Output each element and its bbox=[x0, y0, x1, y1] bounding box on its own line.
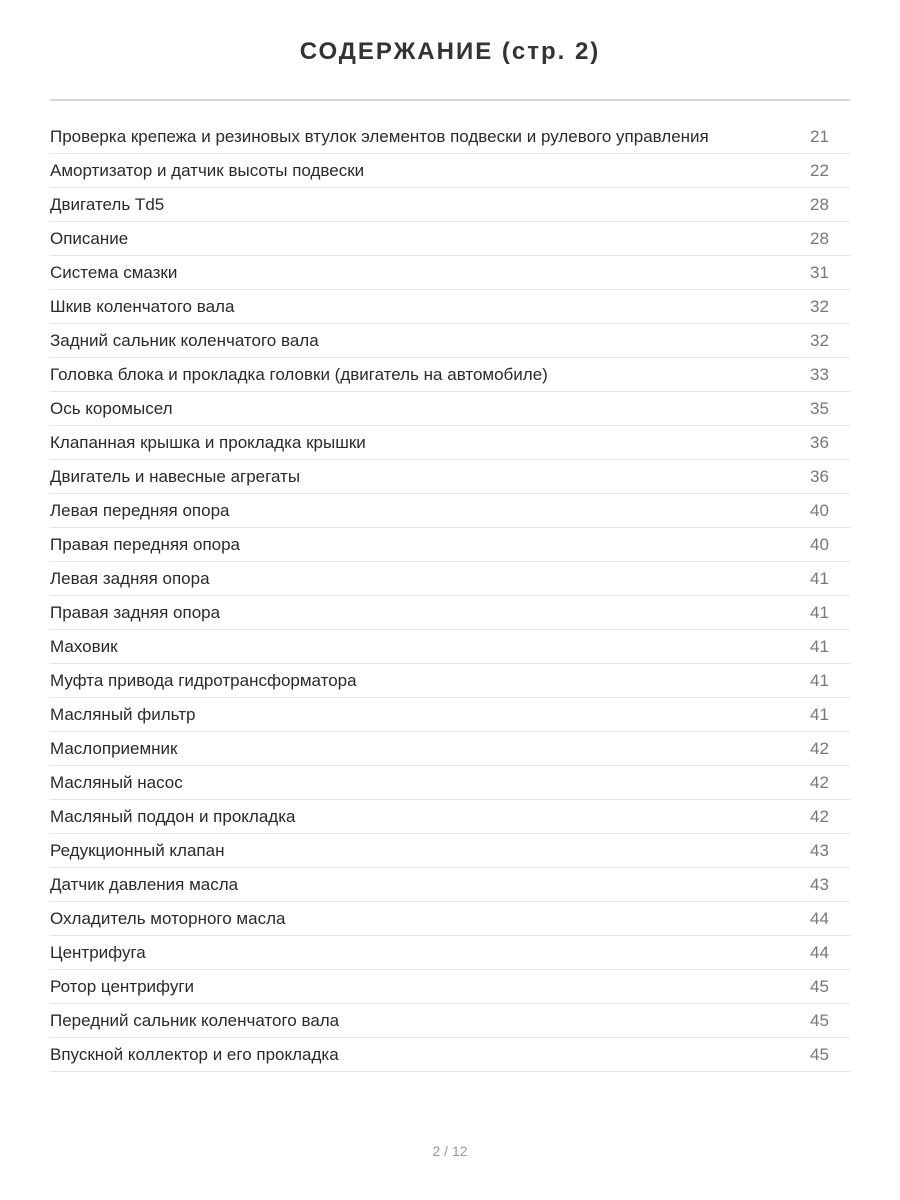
toc-entry-page: 41 bbox=[810, 704, 829, 724]
toc-entry[interactable] bbox=[50, 732, 850, 766]
toc-entry-title: Клапанная крышка и прокладка крышки bbox=[50, 432, 366, 452]
toc-entry[interactable] bbox=[50, 562, 850, 596]
toc-entry-page: 44 bbox=[810, 942, 829, 962]
toc-entry-title: Ротор центрифуги bbox=[50, 976, 195, 996]
toc-entry[interactable] bbox=[50, 834, 850, 868]
toc-entry-title: Датчик давления масла bbox=[50, 874, 239, 894]
toc-entry-page: 40 bbox=[810, 500, 829, 520]
toc-entry[interactable] bbox=[50, 528, 850, 562]
toc-entry[interactable] bbox=[50, 494, 850, 528]
toc-entry[interactable] bbox=[50, 868, 850, 902]
toc-entry-title: Правая задняя опора bbox=[50, 602, 221, 622]
toc-entry-title: Впускной коллектор и его прокладка bbox=[50, 1044, 339, 1064]
toc-entry-title: Левая передняя опора bbox=[50, 500, 230, 520]
toc-entry-title: Левая задняя опора bbox=[50, 568, 210, 588]
toc-entry-title: Охладитель моторного масла bbox=[50, 908, 286, 928]
toc-entry-title: Правая передняя опора bbox=[50, 534, 241, 554]
toc-entry[interactable] bbox=[50, 664, 850, 698]
toc-entry[interactable] bbox=[50, 358, 850, 392]
toc-entry[interactable] bbox=[50, 392, 850, 426]
title-divider bbox=[50, 99, 850, 101]
toc-entry-page: 22 bbox=[810, 160, 829, 180]
toc-entry[interactable] bbox=[50, 936, 850, 970]
toc-entry-page: 32 bbox=[810, 296, 829, 316]
toc-entry-title: Задний сальник коленчатого вала bbox=[50, 330, 319, 350]
toc-entry-title: Редукционный клапан bbox=[50, 840, 225, 860]
toc-entry-title: Головка блока и прокладка головки (двигатель на автомобиле) bbox=[50, 364, 548, 384]
toc-entry-title: Проверка крепежа и резиновых втулок элементов подвески и рулевого управления bbox=[50, 126, 709, 146]
toc-entry[interactable] bbox=[50, 766, 850, 800]
toc-entry-page: 41 bbox=[810, 568, 829, 588]
toc-entry-page: 28 bbox=[810, 228, 829, 248]
toc-entry[interactable] bbox=[50, 290, 850, 324]
toc-entry[interactable] bbox=[50, 1038, 850, 1072]
toc-entry-title: Ось коромысел bbox=[50, 398, 173, 418]
page-title: СОДЕРЖАНИЕ (стр. 2) bbox=[299, 38, 601, 65]
toc-entry[interactable] bbox=[50, 426, 850, 460]
toc-entry[interactable] bbox=[50, 970, 850, 1004]
toc-entry-page: 45 bbox=[810, 1010, 829, 1030]
toc-entry-title: Масляный насос bbox=[50, 772, 183, 792]
toc-entry-page: 42 bbox=[810, 738, 829, 758]
toc-entry-title: Двигатель и навесные агрегаты bbox=[50, 466, 301, 486]
toc-entry-page: 43 bbox=[810, 874, 829, 894]
toc-entry-title: Маслоприемник bbox=[50, 738, 178, 758]
toc-entry-title: Амортизатор и датчик высоты подвески bbox=[50, 160, 365, 180]
toc-entry[interactable] bbox=[50, 630, 850, 664]
toc-entry-page: 36 bbox=[810, 466, 829, 486]
toc-entry-page: 35 bbox=[810, 398, 829, 418]
toc-entry-page: 42 bbox=[810, 772, 829, 792]
toc-entry-title: Шкив коленчатого вала bbox=[50, 296, 235, 316]
toc-entry-page: 44 bbox=[810, 908, 829, 928]
toc-entry-page: 43 bbox=[810, 840, 829, 860]
toc-entry-page: 41 bbox=[810, 602, 829, 622]
toc-entry-page: 36 bbox=[810, 432, 829, 452]
toc-entry-page: 41 bbox=[810, 670, 829, 690]
toc-entry[interactable] bbox=[50, 256, 850, 290]
toc-entry-page: 41 bbox=[810, 636, 829, 656]
toc-entry[interactable] bbox=[50, 1004, 850, 1038]
toc-entry[interactable] bbox=[50, 324, 850, 358]
toc-entry-title: Масляный поддон и прокладка bbox=[50, 806, 296, 826]
toc-entry[interactable] bbox=[50, 460, 850, 494]
toc-entry-page: 45 bbox=[810, 1044, 829, 1064]
toc-entry-title: Маховик bbox=[50, 636, 118, 656]
toc-entry[interactable] bbox=[50, 222, 850, 256]
toc-entry[interactable] bbox=[50, 800, 850, 834]
toc-entry-page: 45 bbox=[810, 976, 829, 996]
toc-entry[interactable] bbox=[50, 154, 850, 188]
toc-entry-title: Передний сальник коленчатого вала bbox=[50, 1010, 340, 1030]
table-of-contents bbox=[50, 120, 850, 1072]
toc-entry-title: Центрифуга bbox=[50, 942, 146, 962]
toc-entry-page: 40 bbox=[810, 534, 829, 554]
toc-entry-page: 32 bbox=[810, 330, 829, 350]
toc-entry-page: 28 bbox=[810, 194, 829, 214]
page-indicator: 2 / 12 bbox=[432, 1143, 468, 1159]
toc-entry[interactable] bbox=[50, 596, 850, 630]
toc-entry[interactable] bbox=[50, 698, 850, 732]
toc-entry-title: Двигатель Td5 bbox=[50, 194, 165, 214]
toc-entry-page: 33 bbox=[810, 364, 829, 384]
toc-entry-page: 42 bbox=[810, 806, 829, 826]
toc-entry-title: Система смазки bbox=[50, 262, 178, 282]
toc-entry-title: Масляный фильтр bbox=[50, 704, 196, 724]
toc-entry-title: Описание bbox=[50, 228, 129, 248]
toc-entry-page: 21 bbox=[810, 126, 829, 146]
toc-entry[interactable] bbox=[50, 188, 850, 222]
toc-entry[interactable] bbox=[50, 120, 850, 154]
toc-entry-title: Муфта привода гидротрансформатора bbox=[50, 670, 357, 690]
toc-entry[interactable] bbox=[50, 902, 850, 936]
toc-entry-page: 31 bbox=[810, 262, 829, 282]
